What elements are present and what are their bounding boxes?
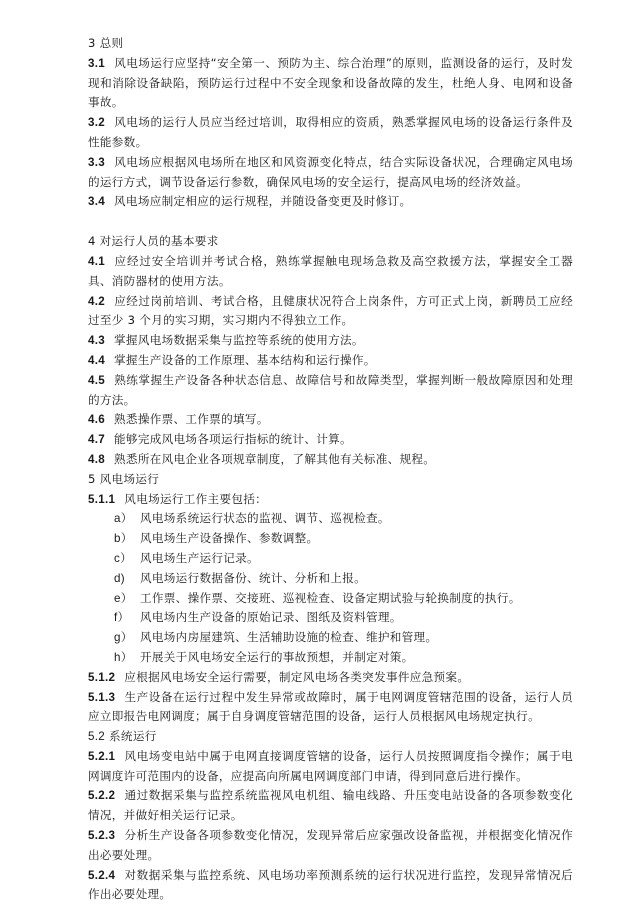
section-heading: 4 对运行人员的基本要求 (88, 234, 219, 249)
clause-4-5 (88, 371, 573, 411)
clause-4-8 (88, 450, 573, 470)
clause-4-6 (88, 410, 573, 430)
list-item (114, 529, 573, 549)
clause-number: 5.2.3 (88, 829, 116, 843)
clause-text: 风电场应根据风电场所在地区和风资源变化特点，结合实际设备状况，合理确定风电场的运行方式，调节设备运行参数，确保风电场的安全运行，提高风电场的经济效益。 (88, 154, 573, 189)
clause-number: 5.2.2 (88, 789, 116, 803)
clause-3-1 (88, 54, 573, 113)
clause-text: 熟悉所在风电企业各项规章制度，了解其他有关标准、规程。 (114, 451, 436, 466)
list-marker: g） (114, 631, 133, 645)
list-text: 风电场生产运行记录。 (140, 550, 259, 565)
section-heading: 3 总则 (88, 36, 124, 50)
clause-number: 4.4 (88, 353, 106, 367)
clause-4-7 (88, 430, 573, 450)
clause-number: 5.1.1 (88, 492, 116, 506)
clause-number: 5.2.1 (88, 749, 116, 763)
list-text: 风电场系统运行状态的监视、调节、巡视检查。 (140, 511, 390, 526)
clause-text: 能够完成风电场各项运行指标的统计、计算。 (114, 432, 352, 447)
clause-number: 5.1.2 (88, 670, 116, 684)
clause-number: 3.1 (88, 56, 106, 70)
list-marker: c） (114, 551, 132, 565)
list-marker: e） (114, 591, 133, 605)
list-item (114, 628, 573, 648)
clause-number: 4.8 (88, 452, 106, 466)
clause-number: 4.6 (88, 413, 106, 427)
subsection-title: 系统运行 (109, 729, 157, 744)
subsection-number: 5.2 (88, 730, 106, 744)
list-item (114, 549, 573, 569)
clause-number: 4.5 (88, 373, 106, 387)
list-item (114, 589, 573, 609)
section-4 (88, 232, 573, 470)
clause-5-2-4 (88, 866, 573, 905)
clause-4-3 (88, 331, 573, 351)
clause-3-3 (88, 153, 573, 193)
list-text: 开展关于风电场安全运行的事故预想，并制定对策。 (140, 649, 414, 664)
clause-5-1-1 (88, 490, 573, 510)
clause-text: 掌握风电场数据采集与监控等系统的使用方法。 (114, 333, 364, 348)
clause-text: 生产设备在运行过程中发生异常或故障时，属于电网调度管辖范围的设备，运行人员应立即报告电网调度；属于自身调度管辖范围的设备，运行人员根据风电场规定执行。 (88, 689, 573, 724)
clause-5-2-2 (88, 786, 573, 826)
clause-number: 4.3 (88, 334, 106, 348)
clause-number: 4.2 (88, 294, 106, 308)
clause-number: 4.1 (88, 254, 106, 268)
list-text: 风电场运行数据备份、统计、分析和上报。 (140, 570, 366, 585)
clause-text: 应根据风电场安全运行需要，制定风电场各类突发事件应急预案。 (124, 669, 470, 684)
clause-text: 熟练掌握生产设备各种状态信息、故障信号和故障类型，掌握判断一般故障原因和处理的方法。 (88, 372, 573, 407)
list-item (114, 608, 573, 628)
list-text: 风电场生产设备操作、参数调整。 (140, 531, 319, 546)
clause-number: 4.7 (88, 433, 106, 447)
list-text: 工作票、操作票、交接班、巡视检查、设备定期试验与轮换制度的执行。 (140, 590, 521, 605)
list-marker: h） (114, 650, 133, 664)
clause-text: 熟悉操作票、工作票的填写。 (114, 412, 269, 427)
list-marker: a） (114, 512, 133, 526)
clause-text: 应经过安全培训并考试合格，熟练掌握触电现场急救及高空救援方法，掌握安全工器具、消防器材的使用方法。 (88, 253, 573, 288)
clause-4-1 (88, 252, 573, 292)
section-3 (88, 34, 573, 212)
section-5 (88, 470, 573, 905)
clause-text: 风电场应制定相应的运行规程，并随设备变更及时修订。 (114, 194, 412, 209)
subsection-heading (88, 727, 573, 747)
clause-text: 应经过岗前培训、考试合格，且健康状况符合上岗条件，方可正式上岗，新聘员工应经过至少 3 个月的实习期，实习期内不得独立工作。 (88, 293, 573, 328)
clause-number: 3.4 (88, 195, 106, 209)
list-marker: f） (114, 611, 130, 625)
list-item (114, 509, 573, 529)
clause-5-1-2 (88, 668, 573, 688)
clause-text: 通过数据采集与监控系统监视风电机组、输电线路、升压变电站设备的各项参数变化情况，并做好相关运行记录。 (88, 788, 573, 823)
clause-text: 风电场的运行人员应当经过培训，取得相应的资质，熟悉掌握风电场的设备运行条件及性能参数。 (88, 115, 573, 149)
work-list (88, 509, 573, 667)
list-marker: b） (114, 532, 133, 546)
clause-text: 掌握生产设备的工作原理、基本结构和运行操作。 (114, 352, 376, 367)
clause-number: 5.2.4 (88, 868, 116, 882)
clause-number: 3.2 (88, 116, 106, 130)
clause-number: 5.1.3 (88, 690, 116, 704)
list-item (114, 648, 573, 668)
spacer (88, 212, 573, 232)
clause-text: 风电场运行工作主要包括： (124, 491, 268, 506)
list-marker: d) (114, 571, 125, 585)
list-text: 风电场内生产设备的原始记录、图纸及资料管理。 (140, 610, 402, 625)
list-item (114, 569, 573, 589)
clause-text: 对数据采集与监控系统、风电场功率预测系统的运行状况进行监控，发现异常情况后作出必要处理。 (88, 867, 573, 902)
clause-5-1-3 (88, 688, 573, 728)
clause-text: 风电场变电站中属于电网直接调度管辖的设备，运行人员按照调度指令操作；属于电网调度许可范围内的设备，应提高向所属电网调度部门申请，得到同意后进行操作。 (88, 748, 573, 783)
clause-4-4 (88, 351, 573, 371)
clause-text: 分析生产设备各项参数变化情况，发现异常后应家强改设备监视，并根据变化情况作出必要处理。 (88, 828, 573, 862)
section-heading: 5 风电场运行 (88, 471, 160, 486)
list-text: 风电场内房屋建筑、生活辅助设施的检查、维护和管理。 (140, 630, 438, 645)
clause-4-2 (88, 292, 573, 332)
clause-text: 风电场运行应坚持“安全第一、预防为主、综合治理”的原则，监测设备的运行，及时发现和消除设备缺陷，预防运行过程中不安全现象和设备故障的发生，杜绝人身、电网和设备事故。 (88, 55, 573, 110)
clause-number: 3.3 (88, 155, 106, 169)
clause-3-4 (88, 192, 573, 212)
clause-3-2 (88, 113, 573, 153)
clause-5-2-1 (88, 747, 573, 787)
